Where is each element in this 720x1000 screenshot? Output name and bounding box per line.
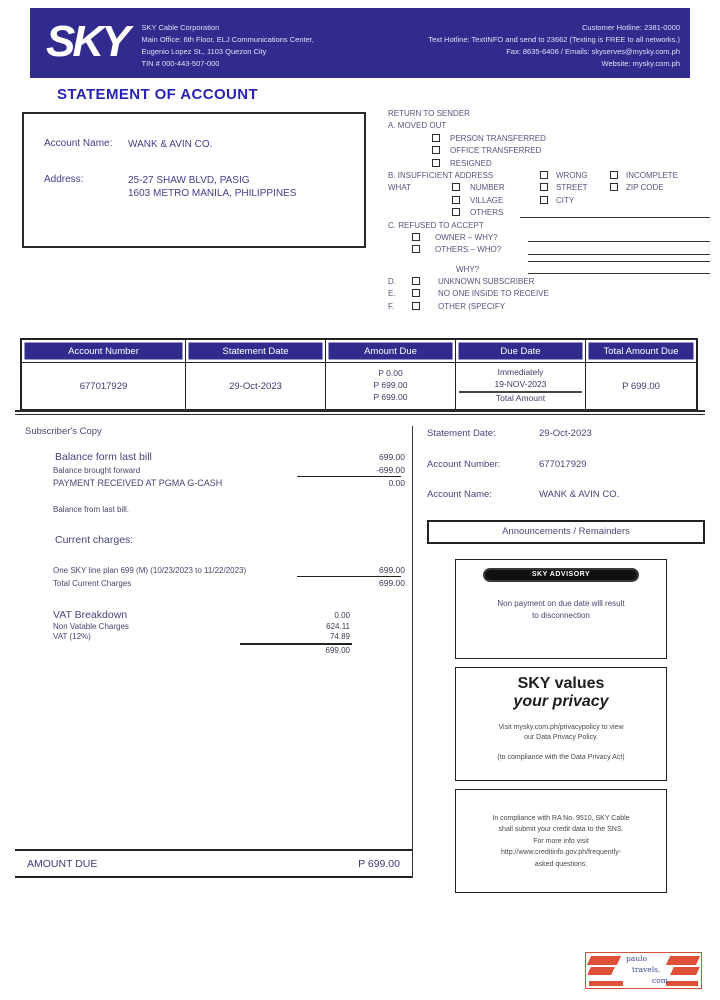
account-name-value: WANK & AVIN CO. xyxy=(128,139,213,150)
amount-due-line-1: P 0.00 xyxy=(378,368,403,379)
account-name-label-right: Account Name: xyxy=(427,489,492,500)
checkbox-no-one-inside[interactable] xyxy=(412,289,420,297)
vat-total-line xyxy=(240,643,352,645)
customer-hotline: Customer Hotline: 2381-0000 xyxy=(582,23,680,32)
rts-title: RETURN TO SENDER xyxy=(388,109,470,118)
fax-email: Fax: 8635-6406 / Emails: skyserves@mysky.com.ph xyxy=(506,47,680,56)
label-others: OTHERS xyxy=(470,208,504,218)
account-number-label: Account Number: xyxy=(427,458,501,470)
label-others-who: OTHERS – WHO? xyxy=(435,245,502,255)
watermark-stripe xyxy=(589,981,623,986)
extra-write-line xyxy=(528,261,710,262)
account-info-box xyxy=(22,112,366,248)
header-total-amount-due: Total Amount Due xyxy=(586,340,696,362)
credit-line-4: http://www.creditinfo.gov.ph/frequently- xyxy=(500,849,622,857)
subtotal-line xyxy=(297,475,401,477)
company-address-1: Main Office: 6th Floor, ELJ Communications Center, xyxy=(141,35,314,44)
total-current-charges-label: Total Current Charges xyxy=(53,579,132,588)
privacy-body-1: Visit mysky.com.ph/privacypolicy to view xyxy=(498,723,624,731)
label-other-specify: OTHER (SPECIFY xyxy=(438,301,506,311)
cell-account-number: 677017929 xyxy=(22,363,186,409)
address-label: Address: xyxy=(44,173,84,185)
credit-line-5: asked questions. xyxy=(534,860,588,868)
cell-statement-date: 29-Oct-2023 xyxy=(186,363,326,409)
privacy-title-2: your privacy xyxy=(513,692,609,710)
watermark-stripe xyxy=(666,956,700,965)
address-line-1: 25-27 SHAW BLVD, PASIG xyxy=(128,174,250,186)
rts-section-b: B. INSUFFICIENT ADDRESS xyxy=(388,170,494,180)
summary-table-header xyxy=(22,340,696,362)
amount-due-label: AMOUNT DUE xyxy=(27,857,98,870)
rts-f-prefix: F. xyxy=(388,301,395,311)
label-why: WHY? xyxy=(456,264,480,274)
checkbox-zip-code[interactable] xyxy=(610,183,618,191)
credit-line-2: shall submit your credit data to the SNS. xyxy=(498,826,624,834)
due-date-line-2: 19-NOV-2023 xyxy=(459,379,583,393)
others-who-line xyxy=(528,254,710,255)
contact-info xyxy=(428,12,682,74)
company-address-2: Eugenio Lopez St., 1103 Quezon City xyxy=(141,47,267,56)
balance-from-last-bill-label: Balance from last bill. xyxy=(53,505,130,514)
checkbox-other-specify[interactable] xyxy=(412,302,420,310)
rts-section-a: A. MOVED OUT xyxy=(388,121,447,131)
amount-due-value: P 699.00 xyxy=(358,857,400,870)
credit-notice-box xyxy=(455,789,667,893)
checkbox-unknown-subscriber[interactable] xyxy=(412,277,420,285)
cell-due-date xyxy=(456,363,586,409)
due-date-line-1: Immediately xyxy=(497,367,544,378)
vat-value: 74.89 xyxy=(329,632,350,641)
checkbox-office-transferred[interactable] xyxy=(432,146,440,154)
company-tin: TIN # 000-443-507-000 xyxy=(141,59,220,68)
rts-what-label: WHAT xyxy=(388,183,411,193)
checkbox-owner-why[interactable] xyxy=(412,233,420,241)
section-divider xyxy=(15,410,705,415)
watermark-stripe xyxy=(587,956,621,965)
page-title: STATEMENT OF ACCOUNT xyxy=(57,86,259,103)
website: Website: mysky.com.ph xyxy=(601,59,680,68)
label-owner-why: OWNER – WHY? xyxy=(435,232,498,242)
account-number-value: 677017929 xyxy=(539,458,587,470)
balance-brought-forward-label: Balance brought forward xyxy=(53,466,141,475)
label-number: NUMBER xyxy=(470,183,505,193)
sky-advisory-box xyxy=(455,559,667,659)
rts-e-prefix: E. xyxy=(388,289,396,299)
watermark-text-2: travels, xyxy=(632,965,661,974)
watermark-text-1: paulo xyxy=(626,954,648,963)
balance-last-bill-label: Balance form last bill xyxy=(55,451,152,463)
statement-date-value: 29-Oct-2023 xyxy=(539,428,592,439)
subscribers-copy-label: Subscriber's Copy xyxy=(25,426,102,437)
cell-total-amount-due: P 699.00 xyxy=(622,380,660,392)
payment-received-value: 0.00 xyxy=(388,478,405,488)
column-divider xyxy=(412,426,413,878)
vat-breakdown-value: 0.00 xyxy=(334,611,350,620)
privacy-note: (to compliance with the Data Privacy Act) xyxy=(497,754,625,762)
credit-line-1: In compliance with RA No. 9510, SKY Cable xyxy=(492,814,630,822)
amount-due-line-2: P 699.00 xyxy=(373,380,408,391)
why-line xyxy=(528,273,710,274)
company-name: SKY Cable Corporation xyxy=(141,23,220,32)
label-office-transferred: OFFICE TRANSFERRED xyxy=(450,146,542,156)
rts-section-c: C. REFUSED TO ACCEPT xyxy=(388,220,484,230)
current-charges-heading: Current charges: xyxy=(55,534,134,546)
privacy-box xyxy=(455,667,667,781)
announcements-box xyxy=(427,520,705,544)
summary-table xyxy=(20,338,698,411)
label-zip-code: ZIP CODE xyxy=(626,183,664,193)
header-amount-due: Amount Due xyxy=(326,340,456,362)
vat-breakdown-label: VAT Breakdown xyxy=(53,609,128,621)
credit-line-3: For more info visit xyxy=(533,837,589,845)
paulotravels-watermark xyxy=(585,952,702,989)
checkbox-wrong[interactable] xyxy=(540,171,548,179)
address-value xyxy=(128,174,296,201)
total-current-charges-value: 699.00 xyxy=(379,578,405,588)
header-statement-date: Statement Date xyxy=(186,340,326,362)
sky-logo: SKY xyxy=(46,17,128,66)
privacy-title-1: SKY values xyxy=(517,674,605,692)
summary-table-row xyxy=(22,362,696,409)
others-write-line xyxy=(520,217,710,218)
vat-label: VAT (12%) xyxy=(53,632,91,641)
cell-amount-due xyxy=(326,363,456,409)
address-line-2: 1603 METRO MANILA, PHILIPPINES xyxy=(128,188,297,199)
label-wrong: WRONG xyxy=(556,170,588,180)
charges-total-line xyxy=(297,575,401,577)
label-unknown-subscriber: UNKNOWN SUBSCRIBER xyxy=(438,277,535,287)
advisory-line-1: Non payment on due date will result xyxy=(497,598,625,608)
plan-label: One SKY line plan 699 (M) (10/23/2023 to 11/22/2023) xyxy=(53,566,247,575)
checkbox-city[interactable] xyxy=(540,196,548,204)
non-vatable-label: Non Vatable Charges xyxy=(53,622,129,631)
header-due-date: Due Date xyxy=(456,340,586,362)
label-city: CITY xyxy=(556,195,575,205)
plan-value: 699.00 xyxy=(379,565,405,575)
advisory-line-2: to disconnection xyxy=(532,610,590,620)
header-account-number: Account Number xyxy=(22,340,186,362)
checkbox-resigned[interactable] xyxy=(432,159,440,167)
watermark-text-3: com xyxy=(652,976,668,985)
privacy-body-2: our Data Privacy Policy. xyxy=(524,734,598,742)
account-name-value-right: WANK & AVIN CO. xyxy=(539,489,620,500)
account-name-label: Account Name: xyxy=(44,138,113,149)
non-vatable-value: 624.11 xyxy=(326,622,350,631)
text-hotline: Text Hotline: TextINFO and send to 23662 (Texting is FREE to all networks.) xyxy=(428,35,680,44)
balance-brought-forward-value: -699.00 xyxy=(376,465,405,475)
checkbox-others[interactable] xyxy=(452,208,460,216)
amount-due-line-3: P 699.00 xyxy=(373,391,408,402)
checkbox-others-who[interactable] xyxy=(412,245,420,253)
label-village: VILLAGE xyxy=(470,195,504,205)
due-date-line-3: Total Amount xyxy=(495,392,546,403)
header-bar xyxy=(30,8,690,78)
payment-received-label: PAYMENT RECEIVED AT PGMA G-CASH xyxy=(53,478,223,488)
watermark-stripe xyxy=(666,981,698,986)
statement-date-label: Statement Date: xyxy=(427,428,496,439)
rts-d-prefix: D. xyxy=(388,277,396,287)
owner-why-line xyxy=(528,241,710,242)
label-resigned: RESIGNED xyxy=(450,158,492,168)
company-info xyxy=(141,12,313,74)
vat-total-value: 699.00 xyxy=(325,646,350,655)
checkbox-street[interactable] xyxy=(540,183,548,191)
balance-last-bill-value: 699.00 xyxy=(379,452,405,462)
watermark-stripe xyxy=(670,967,700,975)
checkbox-number[interactable] xyxy=(452,183,460,191)
watermark-stripe xyxy=(587,967,615,975)
amount-due-bar xyxy=(15,849,412,878)
checkbox-person-transferred[interactable] xyxy=(432,134,440,142)
checkbox-village[interactable] xyxy=(452,196,460,204)
return-to-sender-section xyxy=(388,108,710,313)
checkbox-incomplete[interactable] xyxy=(610,171,618,179)
label-street: STREET xyxy=(556,183,588,193)
right-panel xyxy=(427,428,705,893)
label-no-one-inside: NO ONE INSIDE TO RECEIVE xyxy=(438,289,549,299)
sky-advisory-badge: SKY ADVISORY xyxy=(483,568,639,582)
label-incomplete: INCOMPLETE xyxy=(626,170,679,180)
billing-details-section xyxy=(25,426,405,655)
announcements-title: Announcements / Remainders xyxy=(502,526,630,537)
label-person-transferred: PERSON TRANSFERRED xyxy=(450,133,546,143)
